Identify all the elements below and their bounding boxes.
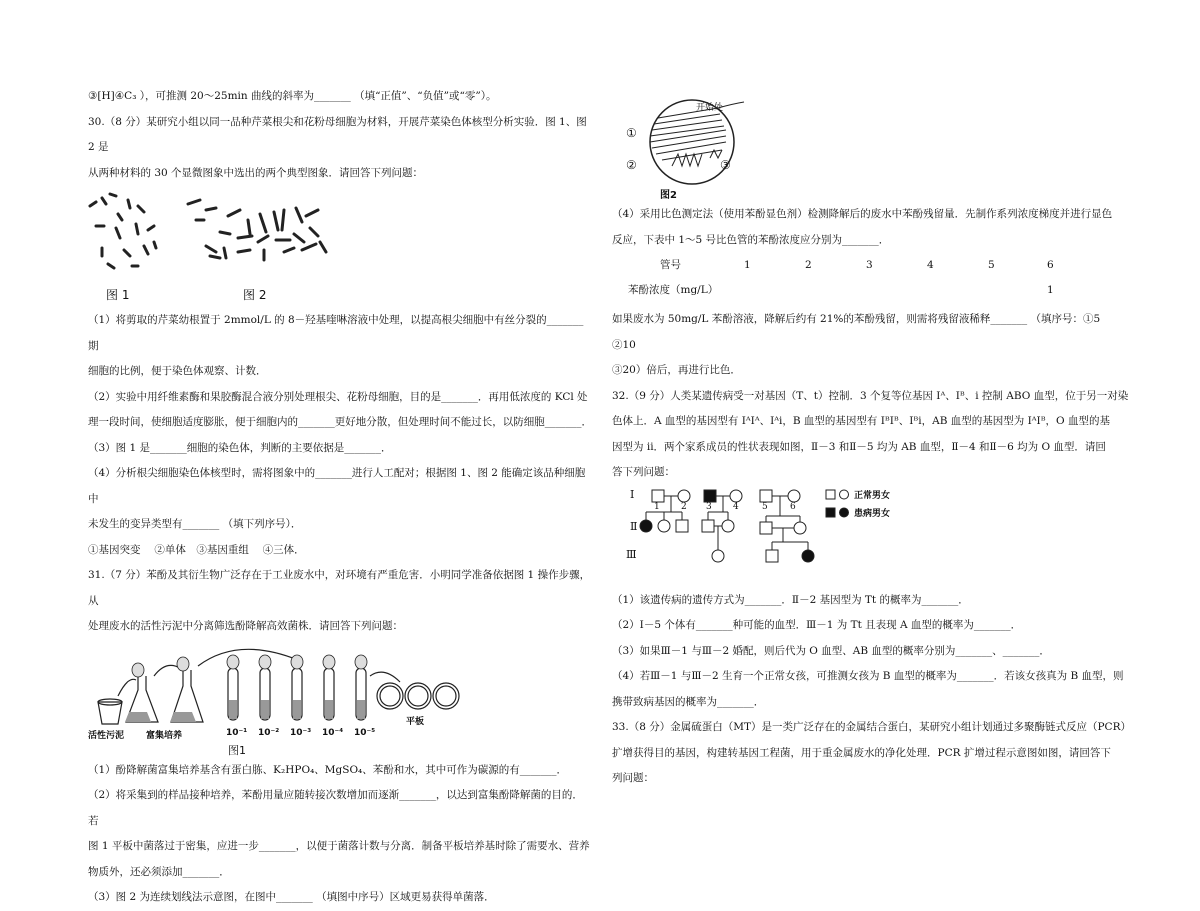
question-31-part-4b: 反应，下表中 1～5 号比色管的苯酚浓度应分别为_______．	[612, 233, 890, 246]
question-32-part-1: （1）该遗传病的遗传方式为_______．Ⅱ－2 基因型为 Tt 的概率为_______．	[612, 593, 969, 606]
question-32-intro-3: 因型为 ii．两个家系成员的性状表现如图，Ⅱ－3 和Ⅱ－5 均为 AB 血型，Ⅱ－4 和Ⅱ－6 均为 O 血型．请回	[612, 440, 1106, 453]
table-value-6: 1	[1047, 284, 1054, 296]
pedigree-figure	[612, 486, 1132, 588]
left-column	[88, 84, 593, 911]
question-31-intro-1: 31.（7 分）苯酚及其衍生物广泛存在于工业废水中，对环境有严重危害．小明同学准备依据图 1 操作步骤，从	[88, 569, 591, 607]
isolation-steps-figure	[88, 640, 593, 757]
question-30-part-3: （3）图 1 是_______细胞的染色体，判断的主要依据是_______．	[88, 441, 392, 454]
table-header-2: 2	[805, 259, 812, 271]
chromosome-images	[88, 186, 348, 300]
chromosome-figure	[88, 186, 593, 300]
label-dilution-2: 10⁻²	[258, 727, 280, 738]
figure-2-caption: 图2	[660, 190, 677, 201]
question-31-part-2c: 物质外，还必须添加_______．	[88, 865, 230, 878]
question-32-intro-1: 32.（9 分）人类某遗传病受一对基因（T、t）控制．3 个复等位基因 Iᴬ、Iᴮ、i 控制 ABO 血型，位于另一对染	[612, 389, 1129, 402]
label-plate: 平板	[406, 716, 425, 727]
pedigree-number-6: 6	[790, 501, 796, 512]
question-29-tail: ③[H]④C₃ ），可推测 20～25min 曲线的斜率为_______ （填“正值”、“负值”或“零”）。	[88, 90, 497, 102]
question-32-intro-4: 答下列问题：	[612, 466, 675, 478]
table-header-row	[628, 253, 1132, 278]
label-dilution-1: 10⁻¹	[226, 727, 248, 738]
question-32-part-4a: （4）若Ⅲ－1 与Ⅲ－2 生育一个正常女孩，可推测女孩为 B 血型的概率为_______．若该女孩真为 B 血型，则	[612, 670, 1124, 682]
question-30-part-1b: 细胞的比例，便于染色体观察、计数．	[88, 365, 267, 377]
question-31-part-3: （3）图 2 为连续划线法示意图，在图中_______ （填图中序号）区域更易获得单菌落．	[88, 891, 495, 903]
table-header-1: 1	[744, 259, 751, 271]
phenol-table	[628, 253, 1132, 303]
question-30-part-2b: 理一段时间，使细胞适度膨胀，便于细胞内的_______更好地分散，但处理时间不能过长，以防细胞_______．	[88, 416, 592, 428]
region-1-label: ①	[626, 126, 637, 140]
gen-1-label: Ⅰ	[630, 487, 635, 501]
pedigree-number-1: 1	[654, 501, 660, 512]
table-row-label: 苯酚浓度（mg/L）	[628, 284, 719, 296]
label-dilution-3: 10⁻³	[290, 727, 312, 738]
pedigree-number-2: 2	[681, 501, 687, 512]
question-31-part-4a: （4）采用比色测定法（使用苯酚显色剂）检测降解后的废水中苯酚残留量．先制作系列浓度梯度并进行显色	[612, 208, 1113, 220]
streak-plate-figure	[612, 100, 1132, 200]
figure-2-label: 图 2	[243, 288, 267, 302]
figure-1-label: 图 1	[106, 288, 130, 302]
pedigree-number-4: 4	[733, 501, 739, 512]
region-3-label: ③	[720, 158, 731, 172]
table-header-4: 4	[927, 259, 934, 271]
question-30-intro-1: 30.（8 分）某研究小组以同一品种芹菜根尖和花粉母细胞为材料，开展芹菜染色体核型分析实验．图 1、图 2 是	[88, 115, 587, 153]
question-31-part-2b: 图 1 平板中菌落过于密集，应进一步_______，以便于菌落计数与分离．制备平板培养基时除了需要水、营养	[88, 840, 590, 852]
gen-2-label: Ⅱ	[630, 519, 638, 533]
label-sludge: 活性污泥	[88, 730, 125, 741]
question-31-part-2a: （2）将采集到的样品接种培养，苯酚用量应随转接次数增加而逐渐_______，以达到富集酚降解菌的目的．若	[88, 789, 583, 827]
label-enrichment: 富集培养	[146, 730, 183, 741]
question-33-intro-2: 扩增获得目的基因，构建转基因工程菌，用于重金属废水的净化处理．PCR 扩增过程示意图如图，请回答下	[612, 746, 1111, 759]
legend-normal-label: 正常男女	[854, 490, 891, 501]
question-33-intro-1: 33.（8 分）金属硫蛋白（MT）是一类广泛存在的金属结合蛋白，某研究小组计划通过多聚酶链式反应（PCR）	[612, 721, 1131, 733]
question-32-part-3: （3）如果Ⅲ－1 与Ⅲ－2 婚配，则后代为 O 血型、AB 血型的概率分别为_______、_______．	[612, 644, 1050, 657]
question-30-part-1a: （1）将剪取的芹菜幼根置于 2mmol/L 的 8－羟基喹啉溶液中处理，以提高根尖细胞中有丝分裂的_______期	[88, 314, 584, 352]
question-32-part-4b: 携带致病基因的概率为_______．	[612, 695, 765, 708]
question-32-part-2: （2）Ⅰ－5 个体有_______种可能的血型．Ⅲ－1 为 Tt 且表现 A 血型的概率为_______．	[612, 619, 1022, 631]
table-header-5: 5	[988, 259, 995, 271]
table-header-3: 3	[866, 259, 873, 271]
region-2-label: ②	[626, 158, 637, 172]
question-30-part-4b: 未发生的变异类型有_______ （填下列序号）．	[88, 518, 302, 530]
table-header-label: 管号	[660, 259, 681, 271]
right-column	[612, 100, 1132, 792]
table-value-row	[628, 278, 1132, 303]
figure-1-caption: 图1	[228, 743, 246, 757]
question-32-intro-2: 色体上．A 血型的基因型有 IᴬIᴬ、Iᴬi，B 血型的基因型有 IᴮIᴮ、Iᴮi，AB 血型的基因型为 IᴬIᴮ，O 血型的基	[612, 415, 1110, 427]
table-header-6: 6	[1047, 259, 1054, 271]
pedigree-number-3: 3	[706, 501, 712, 512]
question-30-part-2a: （2）实验中用纤维素酶和果胶酶混合液分别处理根尖、花粉母细胞，目的是_______．再用低浓度的 KCl 处	[88, 390, 588, 403]
question-31-part-5b: ③20）倍后，再进行比色．	[612, 364, 741, 376]
question-30-part-4a: （4）分析根尖细胞染色体核型时，需将图象中的_______进行人工配对；根据图 1、图 2 能确定该品种细胞中	[88, 467, 586, 505]
question-30-intro-2: 从两种材料的 30 个显微图象中选出的两个典型图象．请回答下列问题：	[88, 166, 424, 179]
label-dilution-5: 10⁻⁵	[354, 727, 376, 738]
label-dilution-4: 10⁻⁴	[322, 727, 344, 738]
start-label: 开始处	[696, 103, 724, 113]
question-31-intro-2: 处理废水的活性污泥中分离筛选酚降解高效菌株．请回答下列问题：	[88, 620, 403, 632]
question-33-intro-3: 列问题：	[612, 772, 654, 784]
legend-affected-label: 患病男女	[854, 508, 891, 519]
gen-3-label: Ⅲ	[626, 547, 637, 561]
pedigree-number-5: 5	[762, 501, 768, 512]
question-31-part-1: （1）酚降解菌富集培养基含有蛋白胨、K₂HPO₄、MgSO₄、苯酚和水，其中可作为碳源的有_______．	[88, 763, 568, 776]
question-31-part-5a: 如果废水为 50mg/L 苯酚溶液，降解后约有 21%的苯酚残留，则需将残留液稀释_______ （填序号：①5 ②10	[612, 313, 1115, 351]
streak-plate-diagram	[622, 96, 762, 192]
question-30-options: ①基因突变 ②单体 ③基因重组 ④三体．	[88, 543, 305, 556]
